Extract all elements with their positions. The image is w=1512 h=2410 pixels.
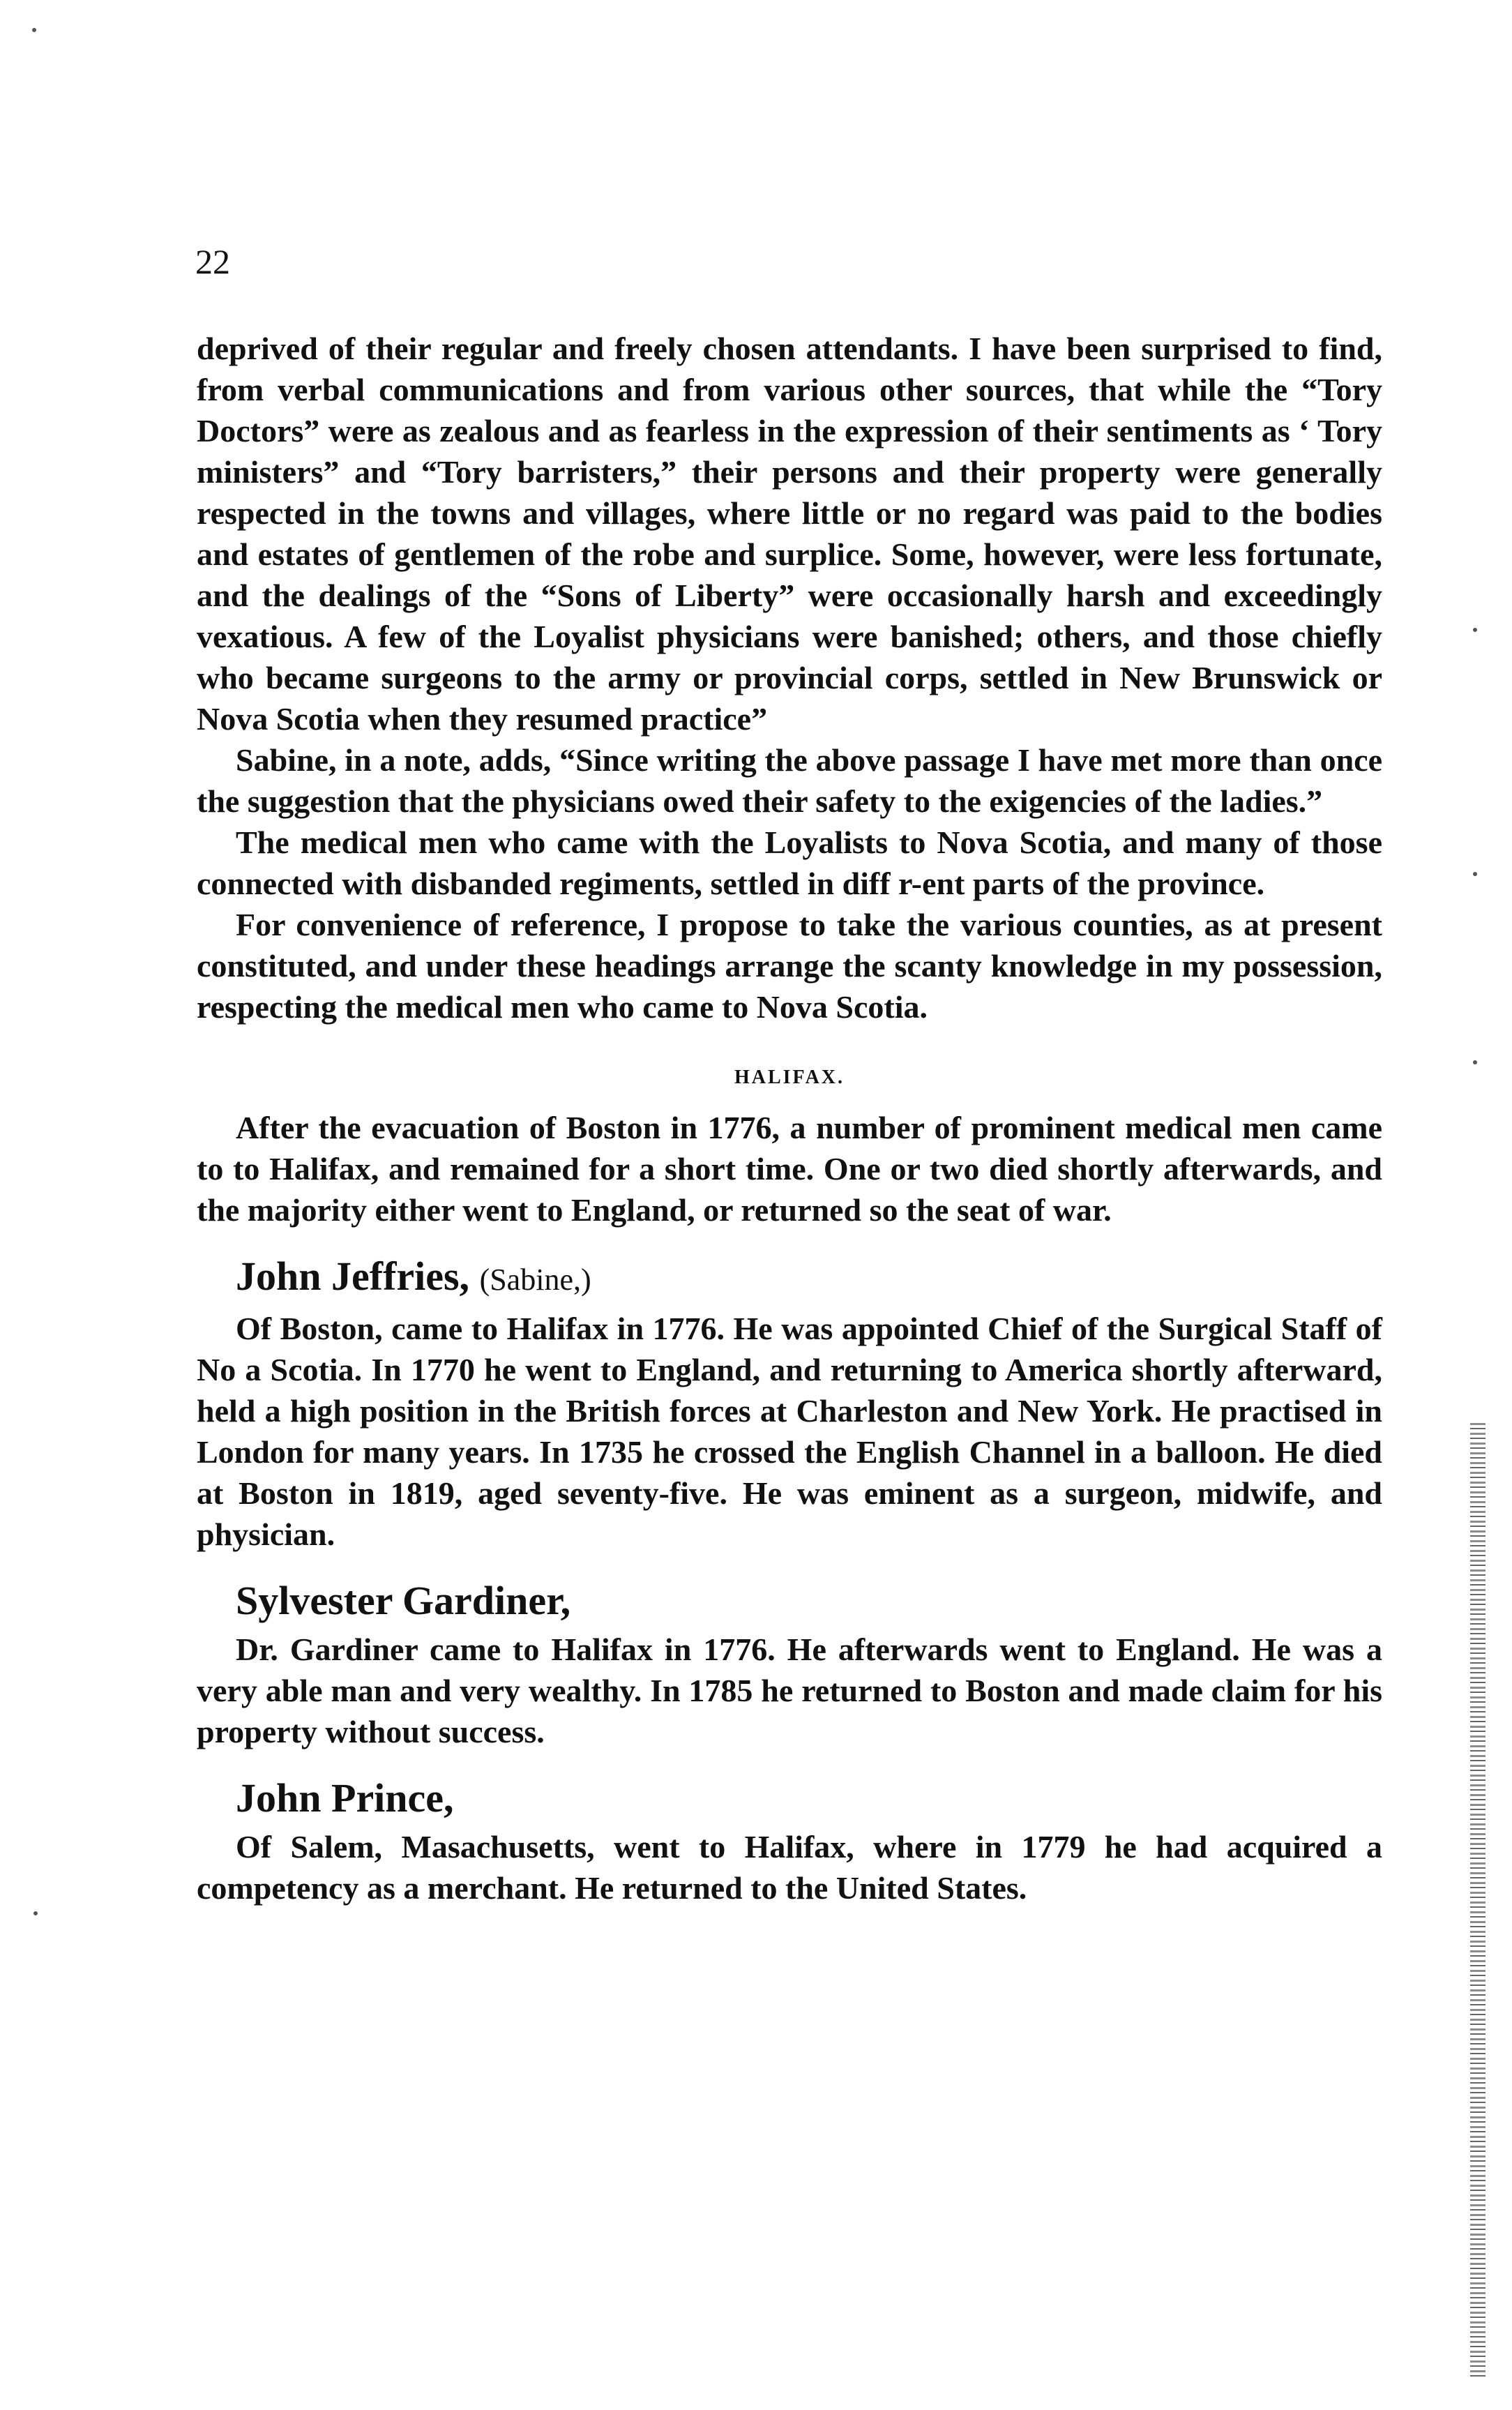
- scan-edge-artifact: [1470, 1423, 1485, 2379]
- paragraph-reference: For convenience of reference, I propose to take the various counties, as at present constituted, and under these headings arrange the scanty knowledge in my possession, respecting the medical men who came to Nova Scotia.: [197, 907, 1382, 1025]
- entry-text: Dr. Gardiner came to Halifax in 1776. He afterwards went to England. He was a very able man and very wealthy. In 1785 he returned to Boston and made claim for his property without success.: [197, 1632, 1382, 1749]
- page-body: [197, 328, 1382, 1908]
- entry-john-jeffries: [197, 1251, 1382, 1555]
- scan-dot: [32, 28, 36, 32]
- section-intro: After the evacuation of Boston in 1776, a number of prominent medical men came to to Halifax, and remained for a short time. One or two died shortly afterwards, and the majority either went to England, or returned so the seat of war.: [197, 1110, 1382, 1228]
- entry-source: (Sabine,): [479, 1263, 591, 1297]
- paragraph-continuation: deprived of their regular and freely chosen attendants. I have been surprised to find, from verbal communications and from various other sources, that while the “Tory Doctors” were as zealous and as fearless in the expression of their sentiments as ‘ Tory ministers” and “Tory barristers,” their persons and their property were generally respected in the towns and villages, where little or no regard was paid to the bodies and estates of gentlemen of the robe and surplice. Some, however, were less fortunate, and the dealings of the “Sons of Liberty” were occasionally harsh and exceedingly vexatious. A few of the Loyalist physicians were banished; others, and those chiefly who became surgeons to the army or provincial corps, settled in New Brunswick or Nova Scotia when they resumed practice”: [197, 331, 1382, 737]
- entry-heading: [236, 1251, 1382, 1305]
- scan-dot: [1473, 628, 1477, 632]
- scan-dot: [1473, 1060, 1477, 1064]
- entry-name: Sylvester Gardiner,: [236, 1578, 571, 1623]
- page-number: 22: [195, 242, 230, 281]
- entry-heading: [236, 1773, 1382, 1823]
- scan-dot: [33, 1911, 38, 1915]
- entry-name: John Jeffries,: [236, 1253, 470, 1299]
- entry-text: Of Salem, Masachusetts, went to Halifax, where in 1779 he had acquired a competency as a merchant. He returned to the United States.: [197, 1829, 1382, 1906]
- entry-heading: [236, 1576, 1382, 1626]
- section-heading-halifax: HALIFAX.: [734, 1067, 845, 1088]
- paragraph-medical-men: The medical men who came with the Loyalists to Nova Scotia, and many of those connected with disbanded regiments, settled in diff r-ent parts of the province.: [197, 824, 1382, 901]
- entry-john-prince: [197, 1773, 1382, 1908]
- entry-sylvester-gardiner: [197, 1576, 1382, 1752]
- entry-text: Of Boston, came to Halifax in 1776. He was appointed Chief of the Surgical Staff of No a Scotia. In 1770 he went to England, and returning to America shortly afterward, held a high position in the British forces at Charleston and New York. He practised in London for many years. In 1735 he crossed the English Channel in a balloon. He died at Boston in 1819, aged seventy-five. He was eminent as a surgeon, midwife, and physician.: [197, 1311, 1382, 1552]
- scan-dot: [1473, 872, 1477, 876]
- paragraph-sabine-note: Sabine, in a note, adds, “Since writing the above passage I have met more than once the suggestion that the physicians owed their safety to the exigencies of the ladies.”: [197, 742, 1382, 819]
- entry-name: John Prince,: [236, 1775, 454, 1821]
